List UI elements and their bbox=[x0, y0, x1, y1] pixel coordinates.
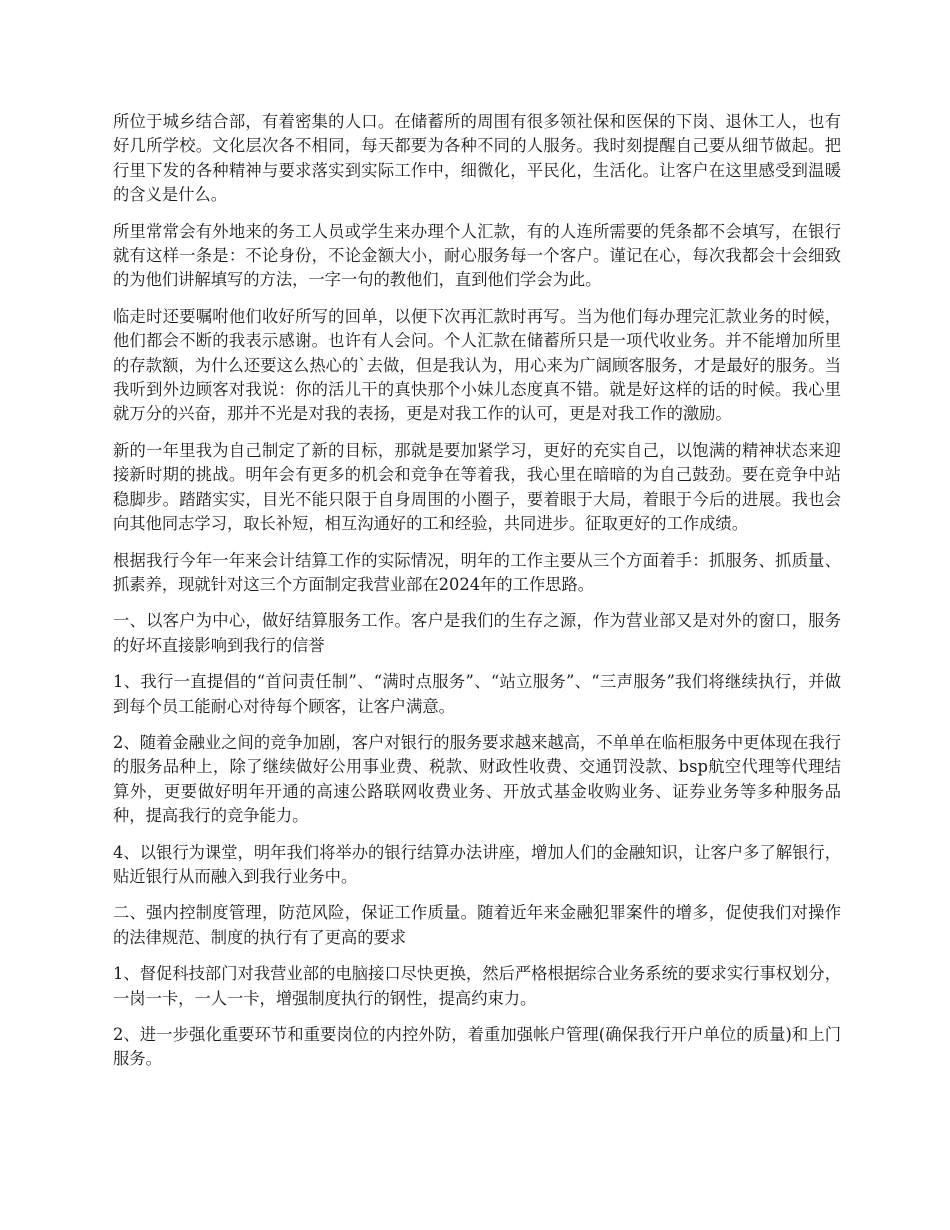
paragraph: 新的一年里我为自己制定了新的目标，那就是要加紧学习，更好的充实自己，以饱满的精神状态来迎接新时期的挑战。明年会有更多的机会和竞争在等着我，我心里在暗暗的为自己鼓劲。要在竞争中站稳脚步。踏踏实实，目光不能只限于自身周围的小圈子，要着眼于大局，着眼于今后的进展。我也会向其他同志学习，取长补短，相互沟通好的工和经验，共同进步。征取更好的工作成绩。 bbox=[113, 440, 841, 534]
paragraph: 临走时还要嘱咐他们收好所写的回单，以便下次再汇款时再写。当为他们每办理完汇款业务的时候，他们都会不断的我表示感谢。也许有人会问。个人汇款在储蓄所只是一项代收业务。并不能增加所里的存款额，为什么还要这么热心的`去做，但是我认为，用心来为广阔顾客服务，才是最好的服务。当我听到外边顾客对我说：你的活儿干的真快那个小妹儿态度真不错。就是好这样的话的时候。我心里就万分的兴奋，那并不光是对我的表扬，更是对我工作的认可，更是对我工作的激励。 bbox=[113, 306, 841, 424]
list-item-paragraph: 1、督促科技部门对我营业部的电脑接口尽快更换，然后严格根据综合业务系统的要求实行事权划分，一岗一卡，一人一卡，增强制度执行的钢性，提高约束力。 bbox=[113, 964, 841, 1008]
list-item-paragraph: 4、以银行为课堂，明年我们将举办的银行结算办法讲座，增加人们的金融知识，让客户多了解银行，贴近银行从而融入到我行业务中。 bbox=[113, 842, 841, 886]
paragraph: 所位于城乡结合部，有着密集的人口。在储蓄所的周围有很多领社保和医保的下岗、退休工人，也有好几所学校。文化层次各不相同，每天都要为各种不同的人服务。我时刻提醒自己要从细节做起。把行里下发的各种精神与要求落实到实际工作中，细微化，平民化，生活化。让客户在这里感受到温暖的含义是什么。 bbox=[113, 112, 841, 205]
document-body bbox=[113, 110, 841, 1084]
list-item-paragraph: 2、进一步强化重要环节和重要岗位的内控外防，着重加强帐户管理(确保我行开户单位的质量)和上门服务。 bbox=[113, 1025, 841, 1069]
paragraph: 所里常常会有外地来的务工人员或学生来办理个人汇款，有的人连所需要的凭条都不会填写，在银行就有这样一条是：不论身份，不论金额大小，耐心服务每一个客户。谨记在心，每次我都会十会细致的为他们讲解填写的方法，一字一句的教他们，直到他们学会为此。 bbox=[113, 221, 841, 290]
list-item-paragraph: 2、随着金融业之间的竞争加剧，客户对银行的服务要求越来越高，不单单在临柜服务中更体现在我行的服务品种上，除了继续做好公用事业费、税款、财政性收费、交通罚没款、bsp航空代理等代理结算外，更要做好明年开通的高速公路联网收费业务、开放式基金收购业务、证券业务等多种服务品种，提高我行的竞争能力。 bbox=[113, 732, 841, 826]
section-heading-paragraph: 二、强内控制度管理，防范风险，保证工作质量。随着近年来金融犯罪案件的增多，促使我们对操作的法律规范、制度的执行有了更高的要求 bbox=[113, 903, 841, 947]
list-item-paragraph: 1、我行一直提倡的“首问责任制”、“满时点服务”、“站立服务”、“三声服务”我们将继续执行，并做到每个员工能耐心对待每个顾客，让客户满意。 bbox=[113, 672, 841, 716]
section-heading-paragraph: 一、以客户为中心，做好结算服务工作。客户是我们的生存之源，作为营业部又是对外的窗口，服务的好坏直接影响到我行的信誉 bbox=[113, 611, 841, 655]
paragraph: 根据我行今年一年来会计结算工作的实际情况，明年的工作主要从三个方面着手：抓服务、抓质量、抓素养，现就针对这三个方面制定我营业部在2024年的工作思路。 bbox=[113, 550, 841, 594]
